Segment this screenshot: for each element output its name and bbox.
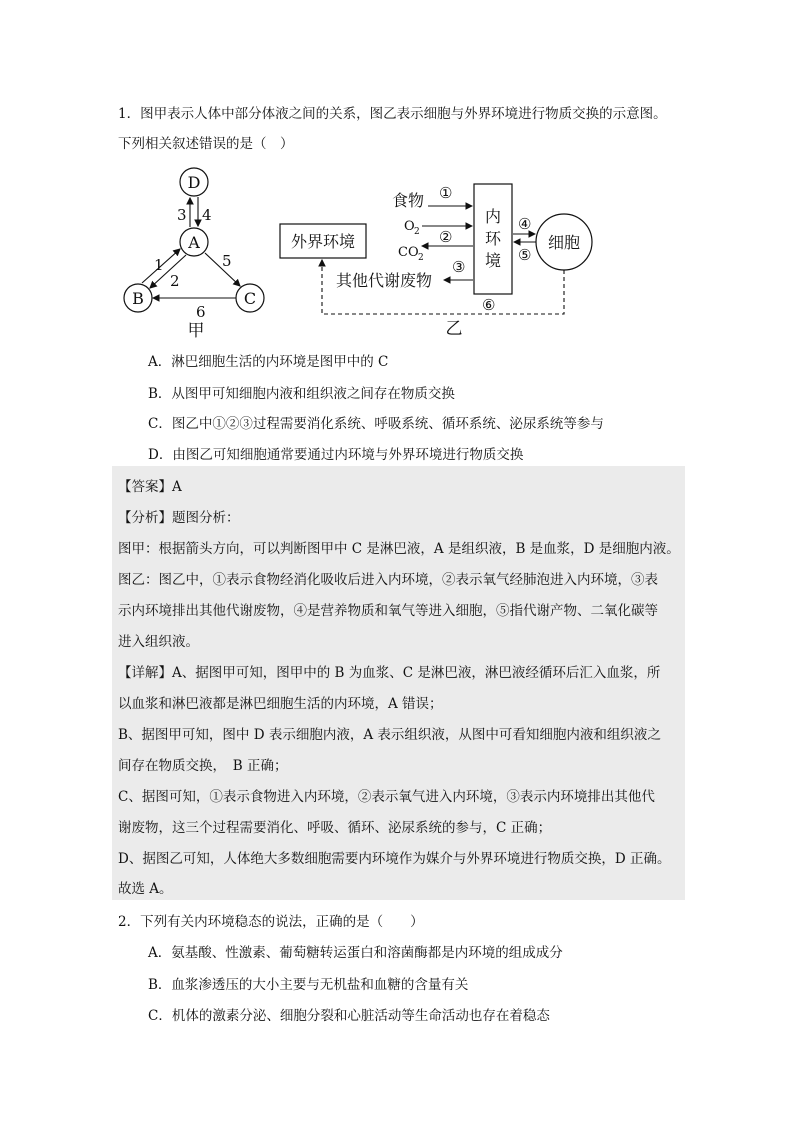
q2-option-b: B．血浆渗透压的大小主要与无机盐和血糖的含量有关 [148,977,469,993]
caption-yi: 乙 [445,319,463,339]
q2-stem: 2．下列有关内环境稳态的说法，正确的是（ ） [118,914,424,930]
diagram-yi [272,172,602,342]
label-3: 3 [177,206,187,224]
o2-subscript: 2 [414,227,420,237]
node-a [180,228,208,256]
detail-line-4: 间存在物质交换， B 正确； [118,758,288,774]
q1-stem-line1: 1．图甲表示人体中部分体液之间的关系，图乙表示细胞与外界环境进行物质交换的示意图。 [118,106,667,122]
label-5: 5 [222,252,232,270]
svg-text:外界环境: 外界环境 [290,232,356,251]
cell-circle [536,214,592,270]
label-6: 6 [196,303,206,321]
node-c [236,284,264,312]
num-1: ① [439,184,453,202]
q1-option-b: B．从图甲可知细胞内液和组织液之间存在物质交换 [148,386,455,402]
num-4: ④ [518,215,532,233]
food-label: 食物 [392,191,425,210]
svg-text:B: B [132,289,144,308]
label-2: 2 [170,272,180,290]
svg-text:A: A [188,233,200,252]
analysis-line-2: 图乙：图乙中，①表示食物经消化吸收后进入内环境，②表示氧气经肺泡进入内环境，③表 [118,572,658,588]
num-2: ② [439,228,453,246]
num-6: ⑥ [482,296,496,314]
detail-line-2: 以血浆和淋巴液都是淋巴细胞生活的内环境，A 错误； [118,696,443,712]
num-5: ⑤ [518,246,532,264]
svg-text:细胞: 细胞 [547,233,581,252]
analysis-title: 【分析】题图分析： [118,510,240,526]
detail-line-6: 谢废物，这三个过程需要消化、呼吸、循环、泌尿系统的参与，C 正确； [118,820,552,836]
node-b [124,284,152,312]
co2-label: CO [398,245,419,260]
q2-option-c: C．机体的激素分泌、细胞分裂和心脏活动等生命活动也存在着稳态 [148,1008,550,1024]
label-1: 1 [154,256,164,274]
waste-label: 其他代谢废物 [336,271,433,290]
q1-option-d: D．由图乙可知细胞通常要通过内环境与外界环境进行物质交换 [148,447,524,463]
num-3: ③ [452,258,466,276]
detail-line-3: B、据图甲可知，图中 D 表示细胞内液，A 表示组织液，从图中可看知细胞内液和组织液之 [118,727,661,743]
diagram-jia [112,160,282,340]
caption-jia: 甲 [187,321,205,340]
analysis-line-4: 进入组织液。 [118,634,199,650]
svg-text:内: 内 [484,207,502,226]
svg-text:C: C [243,289,257,308]
q1-stem-line2: 下列相关叙述错误的是（ ） [118,136,294,152]
node-d [180,168,208,196]
answer-line: 【答案】A [118,479,182,495]
detail-line-8: 故选 A。 [118,881,173,897]
analysis-line-1: 图甲：根据箭头方向，可以判断图甲中 C 是淋巴液，A 是组织液，B 是血浆，D 是细胞内液。 [118,541,680,557]
q1-option-c: C．图乙中①②③过程需要消化系统、呼吸系统、循环系统、泌尿系统等参与 [148,416,604,432]
detail-line-5: C、据图可知，①表示食物进入内环境，②表示氧气进入内环境，③表示内环境排出其他代 [118,789,655,805]
label-4: 4 [202,206,212,224]
detail-line-7: D、据图乙可知，人体绝大多数细胞需要内环境作为媒介与外界环境进行物质交换，D 正确。 [118,851,671,867]
svg-text:境: 境 [484,251,502,270]
co2-subscript: 2 [418,253,424,263]
svg-text:D: D [187,173,201,192]
o2-label: O [404,219,415,234]
outer-environment-box [280,224,366,258]
internal-environment-box [474,184,512,294]
detail-line-1: 【详解】A、据图甲可知，图甲中的 B 为血浆、C 是淋巴液，淋巴液经循环后汇入血浆，所 [118,665,661,681]
analysis-line-3: 示内环境排出其他代谢废物，④是营养物质和氧气等进入细胞，⑤指代谢产物、二氧化碳等 [118,603,658,619]
q1-option-a: A．淋巴细胞生活的内环境是图甲中的 C [148,354,389,370]
q2-option-a: A．氨基酸、性激素、葡萄糖转运蛋白和溶菌酶都是内环境的组成成分 [148,945,563,961]
svg-text:环: 环 [484,229,502,248]
